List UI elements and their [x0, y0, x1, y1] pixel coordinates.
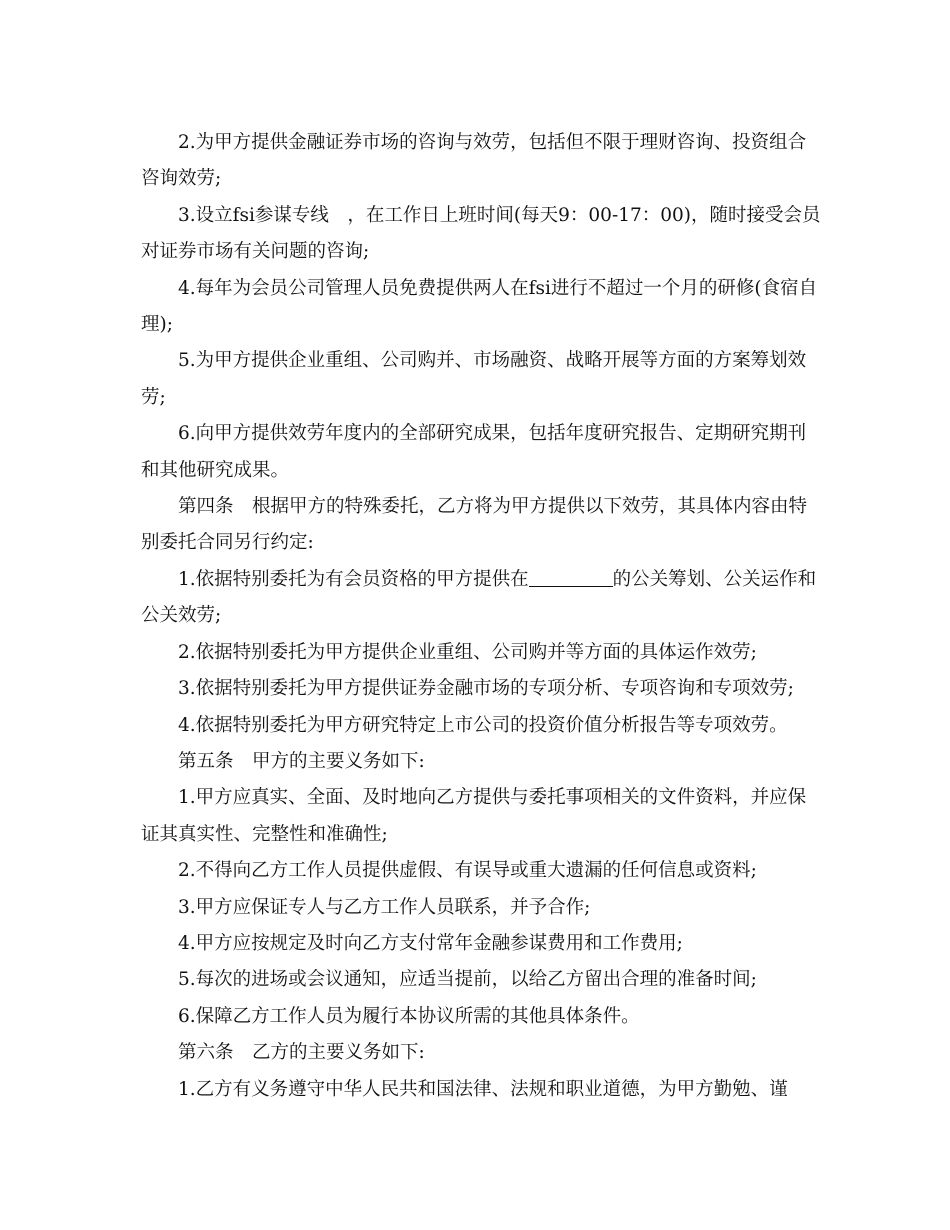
- special-item-1-after: 的公关筹划、公关运作和公关效劳;: [141, 568, 817, 627]
- party-a-duty-3: 3.甲方应保证专人与乙方工作人员联系，并予合作;: [178, 896, 591, 918]
- special-item-1: [141, 562, 821, 635]
- article-4-heading: 第四条 根据甲方的特殊委托，乙方将为甲方提供以下效劳，其具体内容由特别委托合同另行约定:: [141, 496, 808, 554]
- service-item-4: 4.每年为会员公司管理人员免费提供两人在fsi进行不超过一个月的研修(食宿自理);: [141, 277, 818, 336]
- party-b-duty-1: 1.乙方有义务遵守中华人民共和国法律、法规和职业道德，为甲方勤勉、谨: [178, 1078, 788, 1100]
- service-item-5: 5.为甲方提供企业重组、公司购并、市场融资、战略开展等方面的方案筹划效劳;: [141, 350, 807, 408]
- article-6-heading: 第六条 乙方的主要义务如下:: [178, 1042, 425, 1064]
- special-item-1-before: 1.依据特别委托为有会员资格的甲方提供在: [178, 568, 529, 590]
- service-item-2: 2.为甲方提供金融证券市场的咨询与效劳，包括但不限于理财咨询、投资组合咨询效劳;: [141, 132, 807, 190]
- party-a-duty-1: 1.甲方应真实、全面、及时地向乙方提供与委托事项相关的文件资料，并应保证其真实性、完整性和准确性;: [141, 787, 807, 845]
- special-item-2: 2.依据特别委托为甲方提供企业重组、公司购并等方面的具体运作效劳;: [178, 641, 757, 663]
- article-5-heading: 第五条 甲方的主要义务如下:: [178, 750, 425, 772]
- special-item-3: 3.依据特别委托为甲方提供证券金融市场的专项分析、专项咨询和专项效劳;: [178, 678, 794, 700]
- service-item-3: 3.设立fsi参谋专线 ，在工作日上班时间(每天9：00-17：00)，随时接受会员对证券市场有关问题的咨询;: [141, 204, 821, 263]
- document-body: [141, 125, 821, 1108]
- service-item-6: 6.向甲方提供效劳年度内的全部研究成果，包括年度研究报告、定期研究期刊和其他研究成果。: [141, 423, 807, 481]
- party-a-duty-2: 2.不得向乙方工作人员提供虚假、有误导或重大遗漏的任何信息或资料;: [178, 860, 757, 882]
- party-a-duty-6: 6.保障乙方工作人员为履行本协议所需的其他具体条件。: [178, 1005, 640, 1027]
- fill-in-blank: [529, 566, 613, 587]
- party-a-duty-5: 5.每次的进场或会议通知，应适当提前，以给乙方留出合理的准备时间;: [178, 969, 757, 991]
- special-item-4: 4.依据特别委托为甲方研究特定上市公司的投资价值分析报告等专项效劳。: [178, 714, 788, 736]
- party-a-duty-4: 4.甲方应按规定及时向乙方支付常年金融参谋费用和工作费用;: [178, 932, 683, 954]
